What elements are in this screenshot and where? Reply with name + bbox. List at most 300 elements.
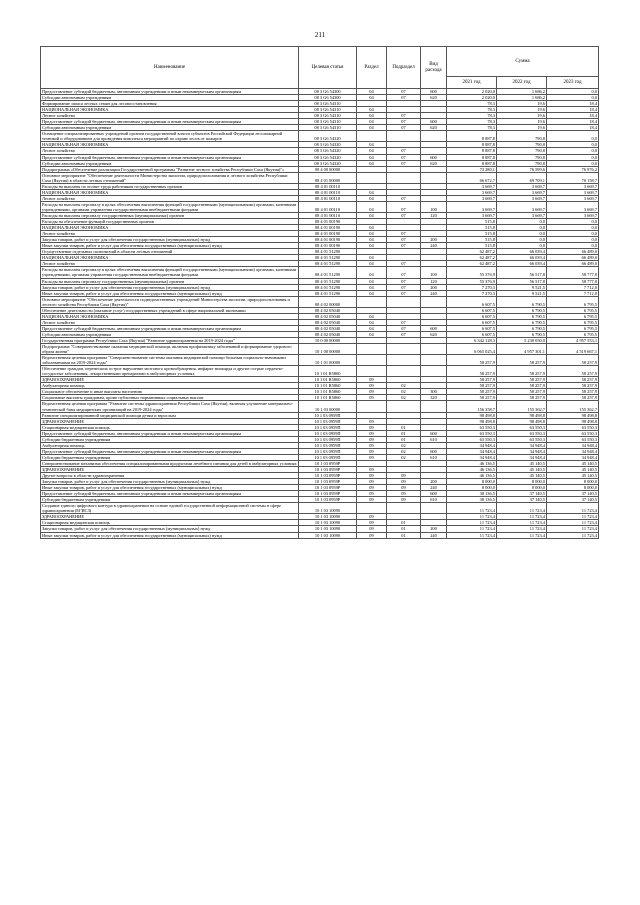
row-expense-type xyxy=(421,344,447,355)
row-sum-2022: 19,6 xyxy=(497,101,547,107)
header-sum: Сумма xyxy=(447,47,599,77)
row-expense-type xyxy=(421,503,447,514)
row-sum-2023: 7 712,0 xyxy=(547,284,599,290)
row-subsection: 07 xyxy=(387,119,421,125)
row-subsection: 07 xyxy=(387,125,421,131)
row-sum-2023: 70 158,7 xyxy=(547,172,599,183)
row-sum-2022: 63 550,3 xyxy=(497,424,547,430)
row-sum-2023: 34 948,4 xyxy=(547,442,599,448)
row-expense-type: 600 xyxy=(421,430,447,436)
header-year-2022: 2022 год xyxy=(497,77,547,89)
row-code: 08 4 01 51290 xyxy=(299,290,357,296)
budget-table xyxy=(40,46,599,539)
row-sum-2023: 11 723,4 xyxy=(547,514,599,520)
row-sum-2021: 515,8 xyxy=(447,219,497,225)
row-sum-2022: 11 723,4 xyxy=(497,526,547,532)
row-expense-type: 600 xyxy=(421,119,447,125)
row-sum-2022: 1 686,2 xyxy=(497,89,547,95)
row-sum-2021: 38 136,5 xyxy=(447,497,497,503)
row-sum-2023: 8 000,0 xyxy=(547,479,599,485)
table-body xyxy=(41,89,599,539)
row-subsection: 07 xyxy=(387,89,421,95)
row-name: Подпрограмма «Обеспечение реализации Государственной программы "Развитие лесного хозяйства Республики Саха (Якутия)"» xyxy=(41,166,299,172)
row-subsection: 02 xyxy=(387,389,421,395)
row-code: 08 3 G6 54310 xyxy=(299,119,357,125)
row-subsection: 09 xyxy=(387,479,421,485)
row-subsection: 02 xyxy=(387,442,421,448)
row-expense-type: 100 xyxy=(421,267,447,278)
row-sum-2022: 34 948,4 xyxy=(497,442,547,448)
row-expense-type: 610 xyxy=(421,497,447,503)
row-section: 04 xyxy=(357,331,387,337)
row-sum-2023: 6 795,5 xyxy=(547,313,599,319)
row-sum-2022: 69 709,1 xyxy=(497,172,547,183)
row-sum-2021: 515,8 xyxy=(447,231,497,237)
row-expense-type: 320 xyxy=(421,395,447,401)
row-sum-2022: 37 140,5 xyxy=(497,491,547,497)
row-code: 08 4 02 05040 xyxy=(299,307,357,313)
row-section: 04 xyxy=(357,195,387,201)
row-subsection: 01 xyxy=(387,424,421,430)
row-name: Совершенствование механизма обеспечения специализированными продуктами лечебного питания для детей в амбулаторных условиях xyxy=(42,460,297,466)
row-section: 09 xyxy=(357,389,387,395)
row-sum-2021: 62 487,2 xyxy=(447,261,497,267)
row-section: 04 xyxy=(357,189,387,195)
row-sum-2021: 78,3 xyxy=(447,113,497,119)
row-section xyxy=(357,355,387,366)
row-code: 10 1 03 0959Р xyxy=(299,460,357,466)
header-code: Целевая статья xyxy=(299,47,357,89)
row-sum-2022: 58 257,9 xyxy=(497,383,547,389)
row-sum-2021: 78,3 xyxy=(447,101,497,107)
row-sum-2023: 18,4 xyxy=(547,119,599,125)
row-sum-2022: 8 000,0 xyxy=(497,485,547,491)
row-sum-2023: 6 795,5 xyxy=(547,307,599,313)
row-sum-2021: 62 487,2 xyxy=(447,249,497,255)
row-name: Другие вопросы в области здравоохранения xyxy=(41,473,299,479)
row-sum-2023: 18,4 xyxy=(547,125,599,131)
row-subsection: 07 xyxy=(387,154,421,160)
row-sum-2022: 6 790,5 xyxy=(497,319,547,325)
row-sum-2023: 0,0 xyxy=(547,154,599,160)
row-name: Предоставление субсидий бюджетным, автономным учреждениям и иным некоммерческим организациям xyxy=(41,325,299,331)
row-sum-2022: 1 686,2 xyxy=(497,95,547,101)
row-section: 04 xyxy=(357,319,387,325)
row-section: 09 xyxy=(357,473,387,479)
row-sum-2023: 3 669,7 xyxy=(547,212,599,218)
row-code: 08 3 G6 54320 xyxy=(299,131,357,142)
row-sum-2022: 66 039,4 xyxy=(497,255,547,261)
row-sum-2022: 19,6 xyxy=(497,125,547,131)
row-name: Амбулаторная помощь xyxy=(41,383,299,389)
row-code: 08 4 02 00000 xyxy=(299,296,357,307)
row-sum-2022: 45 140,5 xyxy=(497,473,547,479)
row-sum-2022: 3 669,7 xyxy=(497,201,547,212)
row-subsection: 09 xyxy=(387,497,421,503)
row-name: НАЦИОНАЛЬНАЯ ЭКОНОМИКА xyxy=(41,225,299,231)
row-section: 09 xyxy=(357,514,387,520)
row-sum-2022: 58 257,9 xyxy=(497,395,547,401)
row-section: 04 xyxy=(357,89,387,95)
row-name: Расходы на выплаты персоналу государственных (муниципальных) органов xyxy=(41,278,299,284)
row-sum-2023: 6 795,5 xyxy=(547,296,599,307)
row-expense-type: 200 xyxy=(421,479,447,485)
row-sum-2022: 45 140,5 xyxy=(497,467,547,473)
row-name: Предоставление субсидий бюджетным, автономным учреждениям и иным некоммерческим организациям xyxy=(41,448,299,454)
row-sum-2022: 9 521,5 xyxy=(497,284,547,290)
row-expense-type xyxy=(421,131,447,142)
row-code: 10 1 01 00000 xyxy=(299,355,357,366)
row-sum-2023: 37 140,5 xyxy=(547,497,599,503)
row-expense-type: 120 xyxy=(421,212,447,218)
row-subsection xyxy=(387,503,421,514)
row-name: Иные закупки товаров, работ и услуг для обеспечения государственных (муниципальных) нужд xyxy=(41,532,299,538)
row-expense-type: 240 xyxy=(421,243,447,249)
row-code: 10 1 01 R5860 xyxy=(299,377,357,383)
row-name: Основное мероприятие "Обеспечение деятельности Министерства экологии, природопользования и лесного хозяйства Республики Саха (Якутия) в области лесных отношений" xyxy=(41,172,299,183)
row-name: Обеспечение граждан, перенесших острое нарушение мозгового кровообращения, инфаркт миокарда и другие острые сердечно-сосудистые заболевания, лекарственными препаратами в амбулаторных условиях xyxy=(41,366,299,377)
row-name: Ведомственная целевая программа "Совершенствование системы оказания медицинской помощи больным социально-значимыми заболеваниями на 2019-2024 годы" xyxy=(41,355,299,366)
row-sum-2023: 0,0 xyxy=(547,243,599,249)
row-sum-2021: 8 000,0 xyxy=(447,479,497,485)
row-expense-type: 240 xyxy=(421,485,447,491)
row-sum-2023: 0,0 xyxy=(547,237,599,243)
row-subsection: 07 xyxy=(387,331,421,337)
row-code: 08 4 02 05040 xyxy=(299,325,357,331)
row-code: 08 3 G6 54310 xyxy=(299,125,357,131)
row-sum-2022: 34 948,4 xyxy=(497,454,547,460)
row-name: Стационарная медицинская помощь xyxy=(41,424,299,430)
row-subsection: 01 xyxy=(387,520,421,526)
row-name: Развитие специализированной медицинской помощи детям и взрослым xyxy=(41,412,299,418)
row-sum-2021: 73 280,1 xyxy=(447,166,497,172)
row-sum-2021: 11 723,4 xyxy=(447,520,497,526)
row-sum-2022: 0,0 xyxy=(497,219,547,225)
row-section: 04 xyxy=(357,243,387,249)
row-code: 08 4 01 00110 xyxy=(299,212,357,218)
row-code: 08 4 01 00190 xyxy=(299,231,357,237)
table-row xyxy=(41,532,599,538)
row-section xyxy=(357,131,387,142)
row-name: Лесное хозяйство xyxy=(41,113,299,119)
row-subsection: 09 xyxy=(387,485,421,491)
row-subsection: 02 xyxy=(387,383,421,389)
row-code: 10 1 01 R5860 xyxy=(299,389,357,395)
row-expense-type: 600 xyxy=(421,491,447,497)
row-name: ЗДРАВООХРАНЕНИЕ xyxy=(41,377,299,383)
row-sum-2022: 790,8 xyxy=(497,131,547,142)
row-sum-2022: 9 521,5 xyxy=(497,290,547,296)
row-expense-type xyxy=(421,172,447,183)
row-sum-2022: 6 790,5 xyxy=(497,307,547,313)
row-sum-2021: 3 669,7 xyxy=(447,183,497,189)
row-expense-type xyxy=(421,296,447,307)
row-expense-type: 600 xyxy=(421,89,447,95)
row-sum-2023: 58 257,9 xyxy=(547,383,599,389)
row-expense-type: 300 xyxy=(421,389,447,395)
row-subsection: 07 xyxy=(387,113,421,119)
row-subsection: 07 xyxy=(387,231,421,237)
table-row xyxy=(41,296,599,307)
row-expense-type: 200 xyxy=(421,237,447,243)
row-sum-2021: 515,8 xyxy=(447,243,497,249)
row-sum-2022: 58 257,9 xyxy=(497,355,547,366)
row-sum-2022: 58 257,9 xyxy=(497,377,547,383)
row-name: Оснащение специализированных учреждений органов государственной власти субъектов Российской Федерации лесопожарной техникой и оборудованием для проведения комплекса мероприятий по охране лесов от пожаров xyxy=(41,131,299,142)
row-name: Расходы на выплаты персоналу в целях обеспечения выполнения функций государственными (муниципальными) органами, казенными учреждениями, органами управления государственными внебюджетными фондами xyxy=(41,201,299,212)
row-name: Предоставление субсидий бюджетным, автономным учреждениям и иным некоммерческим организациям xyxy=(41,491,299,497)
row-sum-2021: 34 948,4 xyxy=(447,454,497,460)
row-sum-2022: 11 723,4 xyxy=(497,532,547,538)
row-subsection: 09 xyxy=(387,473,421,479)
row-code: 10 1 03 00000 xyxy=(299,401,357,412)
row-code: 10 1 03 0959Р xyxy=(299,497,357,503)
row-sum-2023: 63 550,3 xyxy=(547,430,599,436)
row-expense-type: 620 xyxy=(421,125,447,131)
row-sum-2021: 11 723,4 xyxy=(447,503,497,514)
table-row xyxy=(41,267,599,278)
row-code: 08 3 G6 54300 xyxy=(299,89,357,95)
row-section: 04 xyxy=(357,225,387,231)
row-sum-2022: 76 599,6 xyxy=(497,166,547,172)
row-expense-type: 600 xyxy=(421,325,447,331)
row-sum-2021: 7 270,3 xyxy=(447,290,497,296)
table-row xyxy=(41,172,599,183)
row-sum-2022: 4 957 301,1 xyxy=(497,344,547,355)
row-code: 08 3 G6 54310 xyxy=(299,101,357,107)
row-section: 04 xyxy=(357,212,387,218)
row-expense-type: 620 xyxy=(421,331,447,337)
row-sum-2023: 11 723,4 xyxy=(547,520,599,526)
row-subsection: 07 xyxy=(387,95,421,101)
row-name: Субсидии автономным учреждениям xyxy=(41,331,299,337)
row-sum-2021: 58 257,9 xyxy=(447,395,497,401)
row-name: Закупка товаров, работ и услуг для обеспечения государственных (муниципальных) нужд xyxy=(41,284,299,290)
row-code: 10 1 03 0959П xyxy=(299,442,357,448)
row-code: 08 4 01 51290 xyxy=(299,249,357,255)
row-sum-2023: 63 550,3 xyxy=(547,436,599,442)
row-sum-2023: 58 777,0 xyxy=(547,267,599,278)
row-section: 09 xyxy=(357,442,387,448)
row-name: НАЦИОНАЛЬНАЯ ЭКОНОМИКА xyxy=(41,189,299,195)
row-code: 10 1 01 R5860 xyxy=(299,395,357,401)
row-section: 09 xyxy=(357,448,387,454)
row-sum-2023: 45 140,5 xyxy=(547,473,599,479)
row-code: 08 3 G6 54320 xyxy=(299,154,357,160)
row-code: 08 4 00 00000 xyxy=(299,166,357,172)
row-section: 04 xyxy=(357,267,387,278)
row-sum-2022: 98 498,8 xyxy=(497,418,547,424)
row-subsection: 07 xyxy=(387,261,421,267)
row-sum-2021: 515,8 xyxy=(447,225,497,231)
table-row xyxy=(41,503,599,514)
row-name: Субсидии бюджетным учреждениям xyxy=(41,454,299,460)
row-sum-2023: 45 140,5 xyxy=(547,467,599,473)
row-name: Осуществление отдельных полномочий в области лесных отношений xyxy=(41,249,299,255)
row-name: Предоставление субсидий бюджетным, автономным учреждениям и иным некоммерческим организациям xyxy=(41,430,299,436)
row-subsection: 07 xyxy=(387,267,421,278)
row-section: 04 xyxy=(357,261,387,267)
row-sum-2022: 3 669,7 xyxy=(497,183,547,189)
row-sum-2022: 0,0 xyxy=(497,243,547,249)
row-subsection: 07 xyxy=(387,201,421,212)
row-name: Социальное обеспечение и иные выплаты населению xyxy=(41,389,299,395)
row-section: 04 xyxy=(357,95,387,101)
row-sum-2021: 55 376,9 xyxy=(447,267,497,278)
row-section: 09 xyxy=(357,454,387,460)
row-sum-2023: 0,0 xyxy=(547,148,599,154)
row-sum-2023: 3 669,7 xyxy=(547,201,599,212)
row-subsection xyxy=(387,366,421,377)
row-sum-2023: 0,0 xyxy=(547,95,599,101)
row-sum-2022: 37 140,5 xyxy=(497,497,547,503)
row-sum-2021: 3 669,7 xyxy=(447,189,497,195)
row-sum-2021: 2 020,0 xyxy=(447,89,497,95)
row-sum-2022: 790,8 xyxy=(497,154,547,160)
row-sum-2023: 0,0 xyxy=(547,231,599,237)
row-name: НАЦИОНАЛЬНАЯ ЭКОНОМИКА xyxy=(41,313,299,319)
row-section xyxy=(357,401,387,412)
row-name: Лесное хозяйство xyxy=(41,195,299,201)
row-sum-2021: 6 607,5 xyxy=(447,296,497,307)
row-section xyxy=(357,344,387,355)
row-sum-2021: 11 723,4 xyxy=(447,532,497,538)
row-sum-2021: 8 000,0 xyxy=(447,485,497,491)
row-subsection: 07 xyxy=(387,284,421,290)
row-sum-2021: 6 607,5 xyxy=(447,325,497,331)
row-section: 09 xyxy=(357,497,387,503)
row-section: 04 xyxy=(357,142,387,148)
row-sum-2021: 46 136,5 xyxy=(447,467,497,473)
row-sum-2023: 66 489,0 xyxy=(547,249,599,255)
row-name: Иные закупки товаров, работ и услуг для обеспечения государственных (муниципальных) нужд xyxy=(41,243,299,249)
row-subsection: 07 xyxy=(387,195,421,201)
row-code: 10 1 03 0959Р xyxy=(299,485,357,491)
row-code: 08 4 01 00110 xyxy=(299,183,357,189)
row-name: Лесное хозяйство xyxy=(41,261,299,267)
row-code: 08 4 01 51290 xyxy=(299,284,357,290)
row-code: 10 1 03 0959П xyxy=(299,412,357,418)
row-subsection: 07 xyxy=(387,325,421,331)
row-section: 09 xyxy=(357,491,387,497)
row-name: Обеспечение деятельности (оказание услуг) государственных учреждений в сфере национальной экономики xyxy=(41,307,299,313)
row-name: Иные закупки товаров, работ и услуг для обеспечения государственных (муниципальных) нужд xyxy=(41,485,299,491)
row-code: 08 4 02 05040 xyxy=(299,319,357,325)
row-section: 04 xyxy=(357,154,387,160)
row-sum-2022: 66 039,4 xyxy=(497,249,547,255)
table-row xyxy=(41,401,599,412)
row-sum-2023: 66 489,0 xyxy=(547,255,599,261)
row-code: 10 1 03 0959П xyxy=(299,418,357,424)
row-sum-2023: 63 550,3 xyxy=(547,424,599,430)
row-sum-2023: 34 948,4 xyxy=(547,448,599,454)
row-sum-2021: 8 887,8 xyxy=(447,160,497,166)
row-code: 08 4 01 00190 xyxy=(299,225,357,231)
row-code: 10 1 03 10090 xyxy=(299,503,357,514)
row-sum-2023: 58 257,9 xyxy=(547,366,599,377)
row-sum-2023: 3 669,7 xyxy=(547,183,599,189)
row-subsection xyxy=(387,296,421,307)
row-code: 08 4 01 00190 xyxy=(299,243,357,249)
row-sum-2023: 8 000,0 xyxy=(547,485,599,491)
row-sum-2021: 6 607,5 xyxy=(447,331,497,337)
row-sum-2023: 18,4 xyxy=(547,107,599,113)
row-name: ЗДРАВООХРАНЕНИЕ xyxy=(41,514,299,520)
row-code: 08 4 01 00190 xyxy=(299,237,357,243)
row-code: 10 0 00 00000 xyxy=(299,337,357,343)
row-sum-2023: 4 519 667,1 xyxy=(547,344,599,355)
row-sum-2021: 8 887,8 xyxy=(447,154,497,160)
row-section: 04 xyxy=(357,290,387,296)
row-sum-2021: 7 270,3 xyxy=(447,284,497,290)
row-sum-2021: 11 723,4 xyxy=(447,514,497,520)
row-subsection xyxy=(387,172,421,183)
row-code: 08 4 01 00110 xyxy=(299,201,357,212)
row-code: 10 1 03 0959П xyxy=(299,430,357,436)
row-sum-2021: 8 887,8 xyxy=(447,148,497,154)
row-sum-2022: 3 669,7 xyxy=(497,212,547,218)
row-name: Расходы на выплаты персоналу в целях обеспечения выполнения функций государственными (муниципальными) органами, казенными учреждениями, органами управления государственными внебюджетными фондами xyxy=(41,267,299,278)
header-expense-type: Вид расхода xyxy=(421,47,447,89)
row-sum-2022: 0,0 xyxy=(497,237,547,243)
row-section: 09 xyxy=(357,377,387,383)
row-sum-2023: 6 795,5 xyxy=(547,325,599,331)
row-subsection: 02 xyxy=(387,454,421,460)
row-name: Лесное хозяйство xyxy=(41,319,299,325)
row-code: 10 1 01 R5860 xyxy=(299,383,357,389)
row-name: Стационарная медицинская помощь xyxy=(41,520,299,526)
table-row xyxy=(41,131,599,142)
row-sum-2021: 58 257,9 xyxy=(447,389,497,395)
row-section: 09 xyxy=(357,526,387,532)
row-name: Субсидии бюджетным учреждениям xyxy=(41,436,299,442)
row-sum-2021: 8 887,8 xyxy=(447,142,497,148)
row-sum-2023: 0,0 xyxy=(547,142,599,148)
row-section: 09 xyxy=(357,467,387,473)
row-section: 09 xyxy=(357,479,387,485)
row-sum-2021: 58 257,9 xyxy=(447,383,497,389)
row-sum-2022: 3 669,7 xyxy=(497,189,547,195)
row-sum-2021: 63 550,3 xyxy=(447,430,497,436)
row-code: 10 1 03 0959П xyxy=(299,436,357,442)
row-name: Амбулаторная помощь xyxy=(41,442,299,448)
row-sum-2021: 34 948,4 xyxy=(447,448,497,454)
row-sum-2022: 19,6 xyxy=(497,107,547,113)
row-sum-2022: 19,6 xyxy=(497,113,547,119)
row-sum-2023: 66 489,0 xyxy=(547,261,599,267)
row-name: ЗДРАВООХРАНЕНИЕ xyxy=(41,467,299,473)
table-row xyxy=(41,366,599,377)
row-section: 04 xyxy=(357,284,387,290)
row-name: Предоставление субсидий бюджетным, автономным учреждениям и иным некоммерческим организациям xyxy=(41,89,299,95)
row-code: 08 4 02 05040 xyxy=(299,331,357,337)
row-sum-2021: 63 550,3 xyxy=(447,424,497,430)
table-row xyxy=(41,344,599,355)
page-number: 211 xyxy=(314,31,326,39)
row-name: Расходы на обеспечение функций государственных органов xyxy=(41,219,299,225)
row-sum-2022: 19,6 xyxy=(497,119,547,125)
row-code: 08 3 G6 54320 xyxy=(299,148,357,154)
row-name: Предоставление субсидий бюджетным, автономным учреждениям и иным некоммерческим организациям xyxy=(41,154,299,160)
row-subsection: 02 xyxy=(387,395,421,401)
row-code: 10 1 03 0959Р xyxy=(299,479,357,485)
row-sum-2021: 515,8 xyxy=(447,237,497,243)
row-sum-2021: 78,3 xyxy=(447,125,497,131)
row-code: 10 1 03 10090 xyxy=(299,532,357,538)
row-sum-2023: 18,4 xyxy=(547,101,599,107)
row-expense-type: 240 xyxy=(421,532,447,538)
row-name: Социальные выплаты гражданам, кроме публичных нормативных социальных выплат xyxy=(41,395,299,401)
